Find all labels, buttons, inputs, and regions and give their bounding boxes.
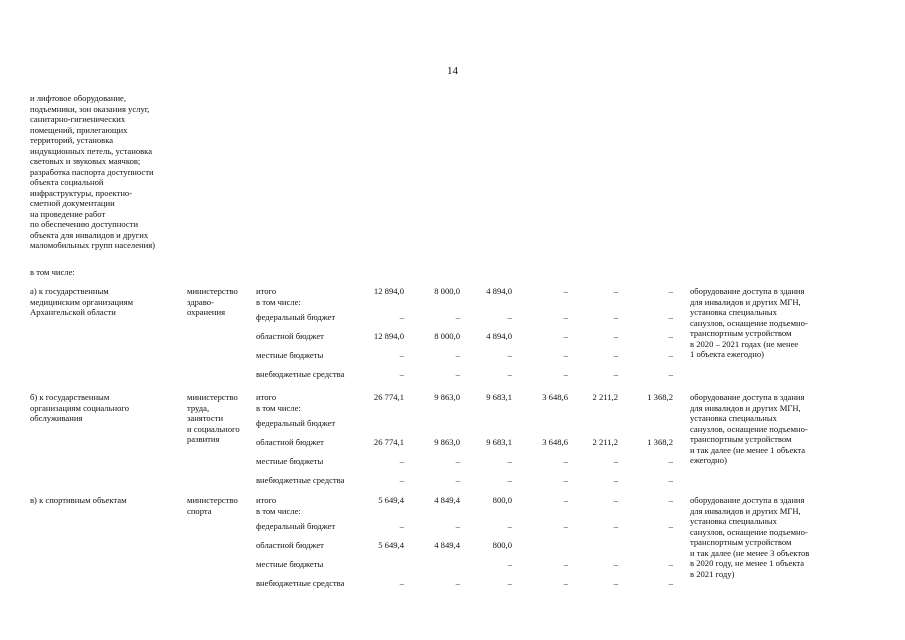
responsible-line: охранения: [187, 307, 226, 317]
including-label: в том числе:: [30, 267, 75, 277]
amount-cell: –: [613, 475, 618, 485]
funding-source-line: областной бюджет: [256, 331, 324, 341]
amount-cell: –: [507, 559, 512, 569]
table-row: [0, 350, 905, 361]
amount-cell: 8 000,0: [434, 331, 460, 341]
expected-result-line: для инвалидов и других МГН,: [690, 296, 801, 307]
funding-source: [256, 475, 344, 486]
funding-source: [256, 331, 324, 342]
funding-source-line: областной бюджет: [256, 540, 324, 550]
amount-cell: 5 649,4: [378, 540, 404, 550]
amount-cell: –: [613, 350, 618, 360]
amount-cell: –: [613, 331, 618, 341]
funding-source-line: внебюджетные средства: [256, 475, 345, 485]
expected-result-line: транспортным устройством: [690, 537, 792, 547]
amount-cell: –: [613, 312, 618, 322]
amount-cell: 26 774,1: [373, 437, 404, 447]
amount-cell: 3 648,6: [542, 392, 568, 402]
table-row: [0, 540, 905, 551]
funding-source-line: в том числе:: [256, 505, 301, 516]
table-row: [0, 437, 905, 448]
expected-result-line: транспортным устройством: [690, 328, 792, 338]
amount-cell: 800,0: [492, 495, 512, 505]
table-row: [0, 331, 905, 342]
expected-result-line: в 2020 году, не менее 1 объекта: [690, 558, 805, 568]
intro-line: световых и звуковых маячков;: [30, 156, 141, 166]
amount-cell: –: [455, 578, 460, 588]
intro-line: помещений, прилегающих: [30, 124, 128, 135]
expected-result-line: в 2021 году): [690, 568, 735, 579]
table-row: [0, 475, 905, 486]
funding-source: [256, 495, 301, 516]
amount-cell: –: [507, 578, 512, 588]
amount-cell: –: [507, 456, 512, 466]
amount-cell: –: [455, 456, 460, 466]
funding-source-line: федеральный бюджет: [256, 418, 336, 428]
funding-source: [256, 418, 335, 429]
amount-cell: 4 894,0: [486, 286, 512, 296]
amount-cell: 5 649,4: [378, 495, 404, 505]
intro-line: территорий, установка: [30, 135, 114, 145]
amount-cell: –: [613, 286, 618, 296]
amount-cell: –: [613, 578, 618, 588]
amount-cell: –: [668, 350, 673, 360]
amount-cell: 9 863,0: [434, 392, 460, 402]
expected-result-line: для инвалидов и других МГН,: [690, 402, 801, 413]
amount-cell: –: [613, 456, 618, 466]
funding-source: [256, 286, 301, 307]
responsible-line: спорта: [187, 505, 212, 516]
expected-result-line: в 2020 – 2021 годах (не менее: [690, 338, 799, 349]
amount-cell: 8 000,0: [434, 286, 460, 296]
amount-cell: 2 211,2: [592, 392, 618, 402]
amount-cell: 4 849,4: [434, 495, 460, 505]
amount-cell: –: [668, 312, 673, 322]
funding-source-line: в том числе:: [256, 296, 301, 307]
responsible-line: министерство: [187, 286, 238, 296]
expected-result-line: санузлов, оснащение подъемно-: [690, 423, 808, 434]
funding-source: [256, 559, 323, 570]
page-number: 14: [447, 65, 458, 77]
table-row: [0, 456, 905, 467]
amount-cell: –: [399, 369, 404, 379]
expected-result-line: оборудование доступа в здания: [690, 286, 805, 296]
funding-source: [256, 350, 323, 361]
funding-source-line: местные бюджеты: [256, 559, 324, 569]
item-name-line: Архангельской области: [30, 307, 116, 317]
funding-source-line: внебюджетные средства: [256, 369, 345, 379]
item-name-line: в) к спортивным объектам: [30, 495, 127, 505]
item-name-line: обслуживания: [30, 413, 83, 423]
expected-result-line: и так далее (не менее 1 объекта: [690, 444, 806, 455]
amount-cell: –: [613, 521, 618, 531]
funding-source-line: итого: [256, 286, 277, 296]
item-name-line: а) к государственным: [30, 286, 109, 296]
amount-cell: –: [563, 312, 568, 322]
funding-source-line: местные бюджеты: [256, 456, 324, 466]
expected-result-line: 1 объекта ежегодно): [690, 349, 764, 359]
amount-cell: –: [399, 475, 404, 485]
table-row: [0, 418, 905, 429]
item-name-line: б) к государственным: [30, 392, 110, 402]
amount-cell: –: [668, 369, 673, 379]
responsible-line: занятости: [187, 413, 224, 423]
table-row: [0, 369, 905, 380]
amount-cell: –: [668, 495, 673, 505]
amount-cell: –: [563, 456, 568, 466]
amount-cell: –: [455, 475, 460, 485]
funding-source: [256, 540, 324, 551]
funding-source-line: в том числе:: [256, 402, 301, 413]
expected-result-line: ежегодно): [690, 455, 727, 465]
amount-cell: 26 774,1: [373, 392, 404, 402]
table-row: [0, 312, 905, 323]
intro-line: санитарно-гигиенических: [30, 114, 126, 124]
funding-source-line: федеральный бюджет: [256, 312, 336, 322]
amount-cell: 12 894,0: [373, 331, 404, 341]
funding-source: [256, 578, 344, 589]
amount-cell: –: [399, 456, 404, 466]
amount-cell: –: [399, 350, 404, 360]
amount-cell: 12 894,0: [373, 286, 404, 296]
expected-result-line: установка специальных: [690, 307, 777, 317]
amount-cell: –: [668, 475, 673, 485]
amount-cell: 4 894,0: [486, 331, 512, 341]
amount-cell: –: [455, 369, 460, 379]
expected-result-line: санузлов, оснащение подъемно-: [690, 526, 808, 537]
responsible-line: труда,: [187, 402, 210, 413]
intro-text: [30, 93, 195, 251]
amount-cell: –: [563, 475, 568, 485]
amount-cell: –: [613, 495, 618, 505]
amount-cell: –: [399, 521, 404, 531]
amount-cell: –: [668, 456, 673, 466]
amount-cell: 4 849,4: [434, 540, 460, 550]
expected-result-line: оборудование доступа в здания: [690, 495, 805, 505]
funding-source-line: федеральный бюджет: [256, 521, 336, 531]
responsible-line: развития: [187, 434, 220, 444]
funding-source-line: местные бюджеты: [256, 350, 324, 360]
expected-result-line: для инвалидов и других МГН,: [690, 505, 801, 516]
amount-cell: –: [507, 475, 512, 485]
expected-result-line: транспортным устройством: [690, 434, 792, 444]
amount-cell: 800,0: [492, 540, 512, 550]
amount-cell: 9 683,1: [486, 392, 512, 402]
amount-cell: –: [563, 559, 568, 569]
table-row: [0, 578, 905, 589]
responsible-line: министерство: [187, 495, 238, 505]
amount-cell: 1 368,2: [647, 392, 673, 402]
amount-cell: –: [507, 369, 512, 379]
amount-cell: –: [613, 369, 618, 379]
expected-result-line: санузлов, оснащение подъемно-: [690, 317, 808, 328]
amount-cell: 9 863,0: [434, 437, 460, 447]
responsible-line: и социального: [187, 423, 240, 434]
responsible-line: здраво-: [187, 296, 214, 307]
amount-cell: 2 211,2: [592, 437, 618, 447]
amount-cell: –: [399, 578, 404, 588]
table-row: [0, 521, 905, 532]
amount-cell: –: [563, 495, 568, 505]
funding-source: [256, 312, 335, 323]
intro-line: инфраструктуры, проектно-: [30, 187, 133, 198]
intro-line: на проведение работ: [30, 208, 106, 219]
amount-cell: –: [668, 521, 673, 531]
item-name-line: организациям социального: [30, 402, 129, 413]
item-name-line: медицинским организациям: [30, 296, 134, 307]
amount-cell: –: [455, 521, 460, 531]
expected-result-line: оборудование доступа в здания: [690, 392, 805, 402]
amount-cell: 9 683,1: [486, 437, 512, 447]
intro-line: индукционных петель, установка: [30, 145, 153, 156]
amount-cell: –: [455, 350, 460, 360]
amount-cell: –: [668, 559, 673, 569]
amount-cell: –: [455, 312, 460, 322]
intro-line: по обеспечению доступности: [30, 219, 139, 229]
amount-cell: 3 648,6: [542, 437, 568, 447]
intro-line: разработка паспорта доступности: [30, 166, 154, 177]
funding-source: [256, 392, 301, 413]
amount-cell: –: [399, 312, 404, 322]
intro-line: объекта для инвалидов и других: [30, 229, 149, 240]
funding-source-line: итого: [256, 392, 277, 402]
amount-cell: –: [563, 521, 568, 531]
funding-source-line: областной бюджет: [256, 437, 324, 447]
intro-line: объекта социальной: [30, 177, 104, 187]
amount-cell: –: [668, 286, 673, 296]
amount-cell: –: [668, 331, 673, 341]
intro-line: и лифтовое оборудование,: [30, 93, 126, 103]
funding-source: [256, 369, 344, 380]
funding-source: [256, 456, 323, 467]
amount-cell: –: [507, 350, 512, 360]
amount-cell: –: [507, 312, 512, 322]
amount-cell: –: [563, 331, 568, 341]
expected-result-line: установка специальных: [690, 516, 777, 526]
funding-source: [256, 437, 324, 448]
amount-cell: –: [613, 559, 618, 569]
funding-source-line: итого: [256, 495, 277, 505]
amount-cell: 1 368,2: [647, 437, 673, 447]
amount-cell: –: [563, 286, 568, 296]
amount-cell: –: [563, 578, 568, 588]
intro-line: сметной документации: [30, 198, 115, 208]
amount-cell: –: [668, 578, 673, 588]
intro-line: подъемники, зон оказания услуг,: [30, 103, 150, 114]
intro-line: маломобильных групп населения): [30, 240, 156, 250]
funding-source-line: внебюджетные средства: [256, 578, 345, 588]
funding-source: [256, 521, 335, 532]
expected-result-line: установка специальных: [690, 413, 777, 423]
amount-cell: –: [563, 350, 568, 360]
amount-cell: –: [563, 369, 568, 379]
amount-cell: –: [507, 521, 512, 531]
table-row: [0, 559, 905, 570]
responsible-line: министерство: [187, 392, 238, 402]
expected-result-line: и так далее (не менее 3 объектов: [690, 547, 810, 558]
